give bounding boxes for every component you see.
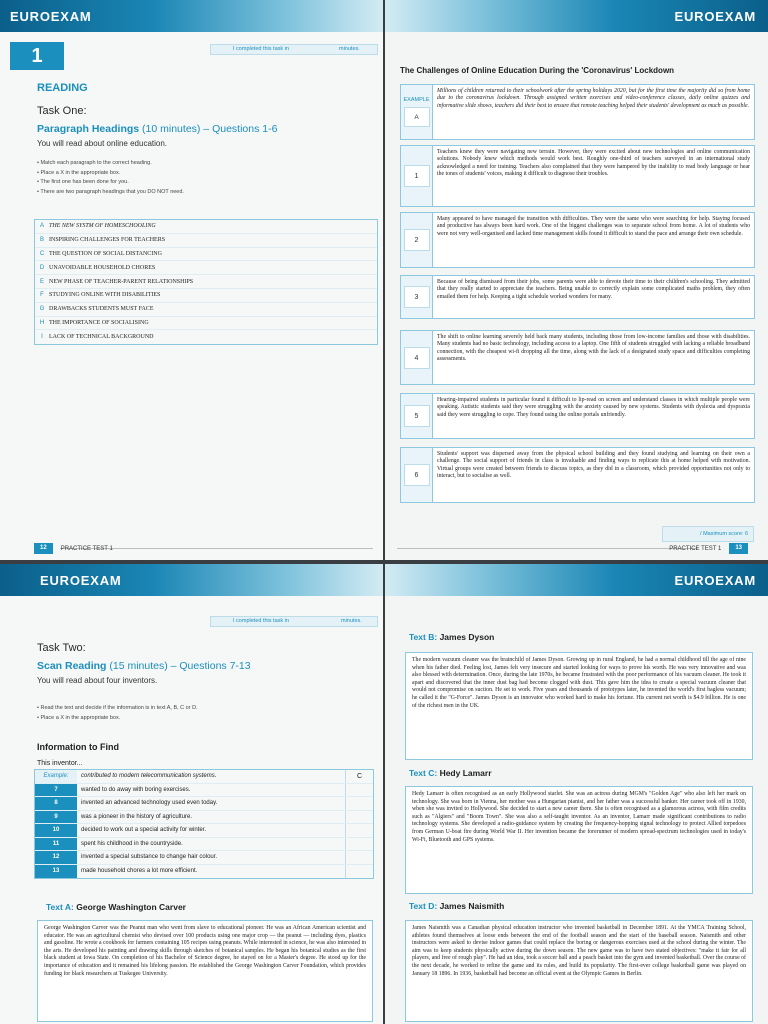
- paragraph-label: [400, 84, 433, 140]
- paragraph-text: Millions of children returned to their schoolwork after the spring holidays 2020, but for the first time the majority did so from home due to the coronavirus lockdown. Through assigned written exercises and video-conference classes, daily online quizzes and informative slide shows, teachers did their best to ensure that remote teaching helped their students' development as much as possible.: [433, 84, 755, 140]
- heading-letter: D: [39, 264, 45, 271]
- heading-row: [35, 275, 377, 289]
- unit-number: 1: [10, 42, 64, 70]
- intro-text: You will read about online education.: [37, 139, 168, 148]
- heading-row: [35, 303, 377, 317]
- answer-box[interactable]: [345, 865, 373, 879]
- text-c-box: Hedy Lamarr is often recognised as an early Hollywood starlet. She was an actress during MGM's "Golden Age" who also left her mark on technology. She was born in Vienna, her mother was a Hungarian pianist, and her father was a successful banker. Her career took off in 1930, when she was invited to Hollywood. She decided to start a new career there. She is often recognised as a glamorous actress, with film credits such as "Algiers" and "Boom Town". She was also a self-taught inventor. As an inventor, Lamarr made significant contributions to radio technology systems. She developed a radio-guidance system by creating the frequency-hopping signal technology to protect Allied torpedoes from German U-boat fire during World War II. Her invention became the forerunner of modern spread-spectrum technologies used in today's Wi-Fi, Bluetooth and GPS systems.: [405, 786, 753, 894]
- page-14: [0, 564, 383, 1024]
- paragraph-text: Because of being dismissed from their jobs, some parents were able to devote their time to their children's schooling. They admitted that they really started to appreciate the teachers. Being unable to correctly explain some complicated maths problem, they often emailed them for help. Keeping a tight schedule worked wonders for many.: [433, 275, 755, 319]
- heading-row: [35, 289, 377, 303]
- task-subtitle: [37, 123, 277, 135]
- heading-letter: I: [41, 334, 43, 341]
- text-d-title: [409, 901, 504, 911]
- question-number: 13: [35, 865, 77, 879]
- question-text: decided to work out a special activity for winter.: [81, 827, 207, 834]
- heading-letter: H: [39, 319, 45, 326]
- question-row: [35, 770, 373, 784]
- answer-box[interactable]: [345, 824, 373, 837]
- answer-box[interactable]: 5: [404, 405, 430, 427]
- footer-rule: [397, 548, 698, 549]
- text-c-label: Text C:: [409, 768, 438, 778]
- paragraph-text: The shift to online learning severely held back many students, including those from low-income families and those with disabilities. Many students had no basic technology, including access to a laptop. One fifth of students struggled with lacking a reliable broadband connection, with the cheapest wi-fi dropping all the time, along with the lack of a designated study space and difficulties completing assessments.: [433, 330, 755, 385]
- euroexam-logo: EUROEXAM: [10, 9, 92, 24]
- page-number: 12: [34, 543, 53, 554]
- instruction-item: • Read the text and decide if the information is in text A, B, C or D.: [37, 704, 198, 714]
- question-text: spent his childhood in the countryside.: [81, 840, 183, 847]
- headings-table: [34, 219, 378, 345]
- paragraph-label: [400, 145, 433, 207]
- question-row: [35, 811, 373, 825]
- answer-box: A: [404, 107, 430, 127]
- paragraph-label: [400, 212, 433, 268]
- heading-row: [35, 234, 377, 248]
- question-text: invented a special substance to change hair colour.: [81, 854, 218, 861]
- heading-row: [35, 248, 377, 262]
- instruction-item: • Place a X in the appropriate box.: [37, 714, 198, 724]
- heading-text: LACK OF TECHNICAL BACKGROUND: [49, 334, 154, 341]
- header-band: [0, 564, 383, 596]
- question-row: [35, 784, 373, 798]
- paragraph-text: Teachers knew they were navigating new terrain. However, they were excited about new technologies and online communication solutions. Nobody knew which methods would work best. Roughly one-third of teachers surveyed in an international study acknowledged a need for training. Teachers also complained that they were hampered by the inability to read body language or hear the tones of students' voices, making it difficult to diagnose their troubles.: [433, 145, 755, 207]
- answer-box[interactable]: 3: [404, 286, 430, 308]
- this-inventor-label: This inventor...: [37, 760, 83, 767]
- page-footer: [34, 543, 121, 554]
- paragraph-label: [400, 447, 433, 503]
- paragraph-row: [400, 84, 755, 140]
- text-c-name: Hedy Lamarr: [439, 768, 492, 778]
- answer-box[interactable]: 6: [404, 464, 430, 486]
- answer-box[interactable]: [345, 811, 373, 824]
- page-footer: [661, 543, 748, 554]
- question-text: contributed to modern telecommunication systems.: [81, 773, 217, 780]
- paragraph-label: [400, 393, 433, 439]
- answer-box[interactable]: [345, 797, 373, 810]
- heading-letter: E: [39, 278, 44, 285]
- heading-row: [35, 261, 377, 275]
- completion-bar: [210, 616, 378, 627]
- question-number: 11: [35, 838, 77, 851]
- euroexam-logo: EUROEXAM: [674, 573, 756, 588]
- answer-box[interactable]: [345, 838, 373, 851]
- question-text: wanted to do away with boring exercises.: [81, 786, 191, 793]
- paragraph-text: Hearing-impaired students in particular found it difficult to lip-read on screen and understand classes in which multiple people were speaking. Autistic students said they were struggling with the anxiety caused by new systems. Students with dyslexia and dyspraxia said they were struggling to cope. They found using the online portals unfriendly.: [433, 393, 755, 439]
- question-number: 10: [35, 824, 77, 837]
- footer-text: PRACTICE TEST 1: [669, 545, 722, 552]
- page-number: 13: [729, 543, 748, 554]
- question-row: [35, 838, 373, 852]
- text-a-label: Text A:: [46, 902, 74, 912]
- question-number: 7: [35, 784, 77, 797]
- heading-row: [35, 317, 377, 331]
- paragraph-row: [400, 145, 755, 207]
- text-b-label: Text B:: [409, 632, 438, 642]
- completion-bar: [210, 44, 378, 55]
- text-d-box: James Naismith was a Canadian physical education instructor who invented basketball in December 1891. At the YMCA Training School, athletes found themselves at loose ends between the end of the football season and the start of the baseball season. Naismith and other instructors were asked to devise indoor games that could replace the boring or dangerous exercises used at the school during the winter. The aim was to keep students physically active during the down season. The new game was to have two stated objectives: "make it fair for all players, and free of rough play". He had an idea, took a soccer ball and a peach basket into the gym and invented basketball. Over the course of the next decade, he worked to refine the game and its rules, and build its popularity. The first-ever college basketball game was played on January 18 1896. In 1936, basketball had become an official event at the Olympic Games in Berlin.: [405, 920, 753, 1022]
- heading-row: [35, 330, 377, 344]
- text-b-title: [409, 632, 494, 642]
- text-a-title: [46, 902, 186, 912]
- subtitle-name: Paragraph Headings: [37, 123, 140, 135]
- question-number: 9: [35, 811, 77, 824]
- heading-text: INSPIRING CHALLENGES FOR TEACHERS: [49, 237, 166, 244]
- paragraph-row: [400, 275, 755, 319]
- subtitle-time: (10 minutes) – Questions 1-6: [142, 123, 278, 135]
- heading-text: THE NEW SYSTM OF HOMESCHOOLING: [49, 223, 156, 230]
- heading-text: UNAVOIDABLE HOUSEHOLD CHORES: [49, 264, 156, 271]
- question-text: invented an advanced technology used even today.: [81, 800, 218, 807]
- page-12: [0, 0, 383, 560]
- info-heading: Information to Find: [37, 742, 119, 752]
- instruction-item: • The first one has been done for you.: [37, 178, 184, 188]
- page-13: [385, 0, 768, 560]
- page-15: [385, 564, 768, 1024]
- paragraph-label: [400, 330, 433, 385]
- completion-label: I completed this task in: [233, 46, 289, 52]
- question-row: [35, 797, 373, 811]
- paragraph-row: [400, 393, 755, 439]
- answer-box: C: [345, 770, 373, 783]
- heading-letter: C: [39, 250, 45, 257]
- task-title: Task One:: [37, 105, 87, 117]
- subtitle-time: (15 minutes) – Questions 7-13: [109, 660, 251, 672]
- heading-text: THE IMPORTANCE OF SOCIALISING: [49, 319, 149, 326]
- task-subtitle: [37, 660, 251, 672]
- text-b-name: James Dyson: [439, 632, 495, 642]
- completion-minutes: minutes.: [339, 46, 360, 52]
- heading-letter: A: [39, 223, 44, 230]
- subtitle-name: Scan Reading: [37, 660, 107, 672]
- question-row: [35, 865, 373, 879]
- header-band: [385, 0, 768, 32]
- heading-text: NEW PHASE OF TEACHER-PARENT RELATIONSHIPS: [49, 278, 194, 285]
- euroexam-logo: EUROEXAM: [674, 9, 756, 24]
- task-title: Task Two:: [37, 642, 86, 654]
- instruction-item: • Place a X in the appropriate box.: [37, 169, 184, 179]
- question-row: [35, 851, 373, 865]
- heading-letter: B: [39, 237, 44, 244]
- intro-text: You will read about four inventors.: [37, 676, 158, 685]
- question-text: was a pioneer in the history of agriculture.: [81, 813, 193, 820]
- paragraph-row: [400, 330, 755, 385]
- paragraph-row: [400, 212, 755, 268]
- example-label: EXAMPLE: [403, 97, 430, 103]
- article-title: The Challenges of Online Education During the 'Coronavirus' Lockdown: [400, 66, 675, 75]
- heading-letter: G: [39, 306, 45, 313]
- answer-box[interactable]: 4: [404, 347, 430, 369]
- euroexam-logo: EUROEXAM: [40, 573, 122, 588]
- instructions-list: [37, 159, 184, 197]
- instruction-item: • There are two paragraph headings that you DO NOT need.: [37, 188, 184, 198]
- paragraph-row: [400, 447, 755, 503]
- answer-box[interactable]: [345, 784, 373, 797]
- heading-text: THE QUESTION OF SOCIAL DISTANCING: [49, 250, 162, 257]
- instructions-list: [37, 704, 198, 723]
- text-d-name: James Naismith: [439, 901, 505, 911]
- questions-table: [34, 769, 374, 879]
- heading-letter: F: [40, 292, 44, 299]
- question-row: [35, 824, 373, 838]
- answer-box[interactable]: 2: [404, 229, 430, 251]
- question-number: 8: [35, 797, 77, 810]
- question-number: 12: [35, 851, 77, 864]
- completion-minutes: minutes.: [341, 618, 362, 624]
- text-a-box: George Washington Carver was the Peanut man who went from slave to educational pioneer. He was an African American scientist and educator. He was an agricultural chemist who devised over 100 products using one major crop — the peanut — including dyes, plastics and gasoline. He wrote a cookbook for farmers containing 105 recipes using peanuts. While interested in science, he was also interested in the arts. He developed his painting and drawing skills through sketches of botanical samples. He began his botanical studies as the first black student at Iowa State. On completion of his Bachelor of Science degree, he stayed on for a Master's degree. He stood up for the importance of education and it remained his lifelong passion. He established the George Washington Carver Foundation, which provides funding for black researchers at Tuskegee University.: [37, 920, 373, 1022]
- question-number: Example:: [35, 770, 77, 783]
- score-box: / Maximum score: 6: [662, 526, 754, 542]
- header-band: [0, 0, 383, 32]
- section-title: READING: [37, 82, 88, 94]
- paragraph-label: [400, 275, 433, 319]
- footer-text: PRACTICE TEST 1: [60, 545, 113, 552]
- header-band: [385, 564, 768, 596]
- answer-box[interactable]: 1: [404, 165, 430, 187]
- heading-text: STUDYING ONLINE WITH DISABILITIES: [49, 292, 161, 299]
- text-b-box: The modern vacuum cleaner was the brainchild of James Dyson. Growing up in rural England, he had a normal childhood till the age of nine when his father died. Feeling lost, James felt very insecure and started looking for ways to prove his worth. He was very innovative and was also blessed with determination. Once, during the late 1970s, he became frustrated with the poor performance of his vacuum cleaner. He took it apart and discovered that the inner dust bag had become clogged with dust. This gave him the idea to create a special vacuum cleaner that would not compromise on suction. He set to work. Five years and thousands of prototypes later, he invented the world's first bagless vacuum; he called it the "G-Force". James Dyson is an innovator who worked hard to make his fortune. His current net worth is $4.9 billion. He is one of the richest men in the UK.: [405, 652, 753, 760]
- paragraph-text: Students' support was dispersed away from the physical school building and they found studying and learning on their own a challenge. The social support of friends in class is invaluable and finding ways to replicate this at home helped with motivation. Virtual groups were created between friends to discuss topics, as they did in a classroom, which provided opportunities not only to interact, but to socialise as well.: [433, 447, 755, 503]
- heading-row: [35, 220, 377, 234]
- instruction-item: • Match each paragraph to the correct heading.: [37, 159, 184, 169]
- answer-box[interactable]: [345, 851, 373, 864]
- text-a-name: George Washington Carver: [76, 902, 186, 912]
- heading-text: DRAWBACKS STUDENTS MUST FACE: [49, 306, 154, 313]
- paragraph-text: Many appeared to have managed the transition with difficulties. They were the same who were searching for help. Staying focused and productive has always been hard work. One of the biggest challenges was to separate school from home. A lot of students who were not very well-organised and lacked time management skills found it difficult to stand the pace and arrange their own schedule.: [433, 212, 755, 268]
- completion-label: I completed this task in: [233, 618, 289, 624]
- text-d-label: Text D:: [409, 901, 438, 911]
- question-text: made household chores a lot more efficient.: [81, 868, 198, 875]
- text-c-title: [409, 768, 492, 778]
